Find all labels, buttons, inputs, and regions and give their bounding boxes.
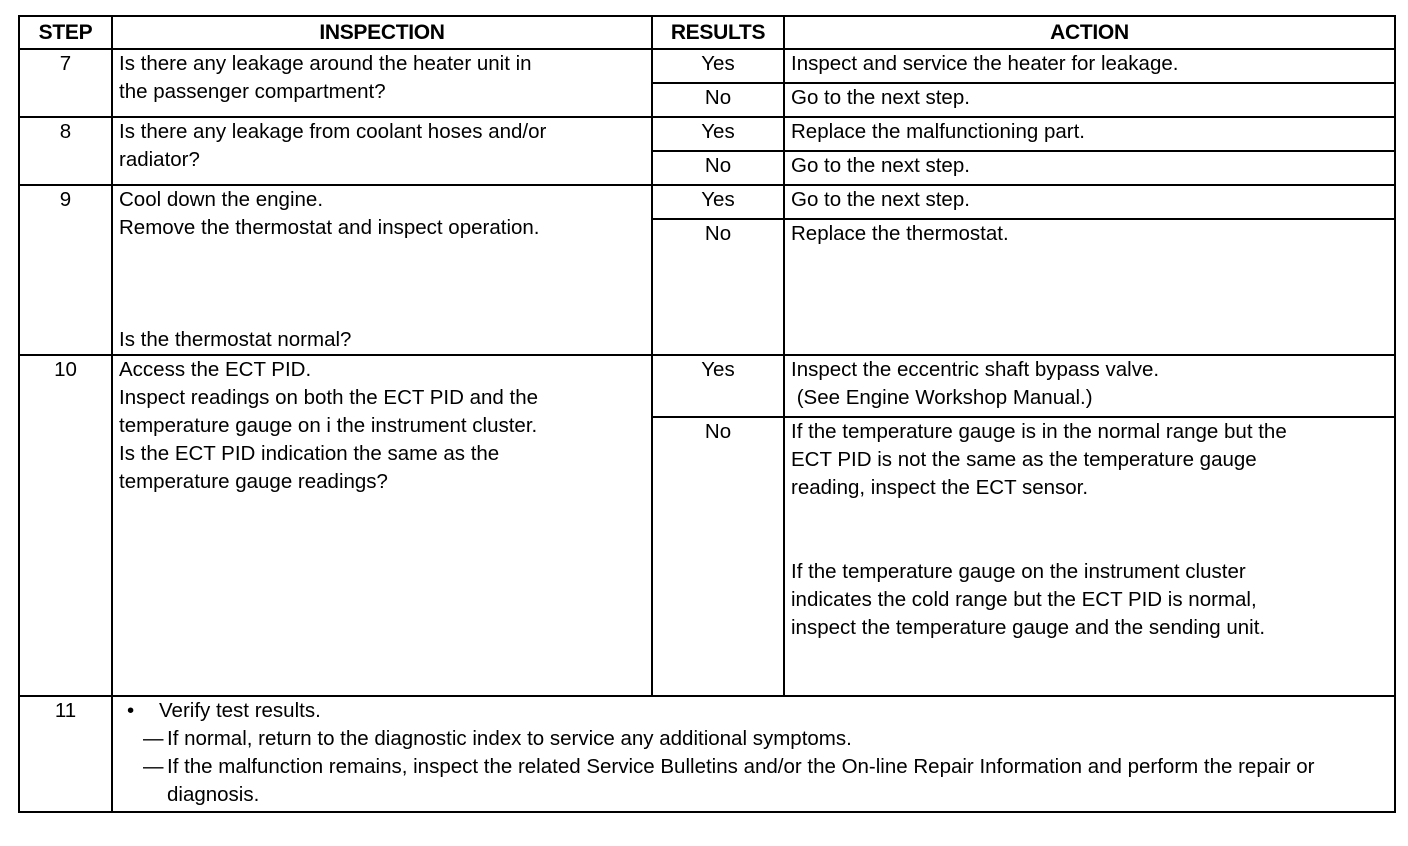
result-yes: Yes <box>652 49 784 83</box>
header-row <box>19 16 1395 49</box>
step-11-row <box>19 696 1395 812</box>
action-line: Inspect and service the heater for leakage. <box>791 52 1179 75</box>
inspection-cell <box>112 117 652 185</box>
result-yes: Yes <box>652 117 784 151</box>
action-line: Go to the next step. <box>791 154 970 177</box>
blank-line <box>119 298 645 326</box>
sub-item-remains <box>127 753 1388 809</box>
inspection-line: Is there any leakage around the heater unit in <box>119 52 532 75</box>
step-10-yes-row <box>19 355 1395 417</box>
bullet-icon: • <box>127 699 135 722</box>
action-line: Go to the next step. <box>791 188 970 211</box>
sub-item-text: If normal, return to the diagnostic index to service any additional symptoms. <box>167 727 852 750</box>
action-line: indicates the cold range but the ECT PID is normal, <box>791 588 1257 611</box>
step-9-yes-row <box>19 185 1395 219</box>
inspection-line: radiator? <box>119 148 200 171</box>
verify-list <box>119 697 1388 809</box>
inspection-line: the passenger compartment? <box>119 80 386 103</box>
action-no <box>784 219 1395 355</box>
action-line: Inspect the eccentric shaft bypass valve. <box>791 358 1160 381</box>
step-number: 10 <box>19 355 112 696</box>
action-yes <box>784 185 1395 219</box>
result-no: No <box>652 417 784 696</box>
dash-icon: — <box>143 755 164 778</box>
dash-icon: — <box>143 727 164 750</box>
header-step: STEP <box>19 16 112 49</box>
result-no: No <box>652 151 784 185</box>
step-number: 8 <box>19 117 112 185</box>
step-number: 7 <box>19 49 112 117</box>
blank-line <box>791 502 1388 530</box>
inspection-line: temperature gauge readings? <box>119 470 388 493</box>
blank-line <box>119 242 645 270</box>
inspection-line: temperature gauge on i the instrument cluster. <box>119 414 538 437</box>
inspection-cell <box>112 185 652 355</box>
list-item <box>127 697 1388 809</box>
action-line: inspect the temperature gauge and the sending unit. <box>791 616 1266 639</box>
sub-item-text: If the malfunction remains, inspect the related Service Bulletins and/or the On-line Repair Information and perform the repair or diagnosis. <box>167 755 1315 806</box>
inspection-cell <box>112 355 652 696</box>
inspection-line: Cool down the engine. <box>119 188 324 211</box>
action-line: Go to the next step. <box>791 86 970 109</box>
step-number: 11 <box>19 696 112 812</box>
blank-line <box>791 530 1388 558</box>
result-yes: Yes <box>652 355 784 417</box>
diagnostic-table <box>18 15 1396 813</box>
result-no: No <box>652 83 784 117</box>
inspection-line: Is there any leakage from coolant hoses and/or <box>119 120 547 143</box>
action-line: Replace the thermostat. <box>791 222 1009 245</box>
action-line: reading, inspect the ECT sensor. <box>791 476 1089 499</box>
action-no <box>784 417 1395 696</box>
header-action: ACTION <box>784 16 1395 49</box>
sub-item-normal <box>127 725 1388 753</box>
step-number: 9 <box>19 185 112 355</box>
step-7-yes-row <box>19 49 1395 83</box>
blank-line <box>119 270 645 298</box>
inspection-line: Remove the thermostat and inspect operation. <box>119 216 540 239</box>
inspection-line: Access the ECT PID. <box>119 358 312 381</box>
action-line: (See Engine Workshop Manual.) <box>791 386 1093 409</box>
action-yes <box>784 117 1395 151</box>
action-line: If the temperature gauge is in the normal range but the <box>791 420 1287 443</box>
action-line: ECT PID is not the same as the temperature gauge <box>791 448 1257 471</box>
inspection-line: Is the ECT PID indication the same as the <box>119 442 500 465</box>
final-instructions <box>112 696 1395 812</box>
inspection-line: Inspect readings on both the ECT PID and the <box>119 386 538 409</box>
action-line: Replace the malfunctioning part. <box>791 120 1086 143</box>
result-no: No <box>652 219 784 355</box>
action-no <box>784 83 1395 117</box>
action-no <box>784 151 1395 185</box>
action-yes <box>784 355 1395 417</box>
header-results: RESULTS <box>652 16 784 49</box>
header-inspection: INSPECTION <box>112 16 652 49</box>
inspection-line: Is the thermostat normal? <box>119 328 352 351</box>
result-yes: Yes <box>652 185 784 219</box>
action-line: If the temperature gauge on the instrument cluster <box>791 560 1246 583</box>
action-yes <box>784 49 1395 83</box>
verify-text: Verify test results. <box>159 699 321 722</box>
inspection-cell <box>112 49 652 117</box>
step-8-yes-row <box>19 117 1395 151</box>
